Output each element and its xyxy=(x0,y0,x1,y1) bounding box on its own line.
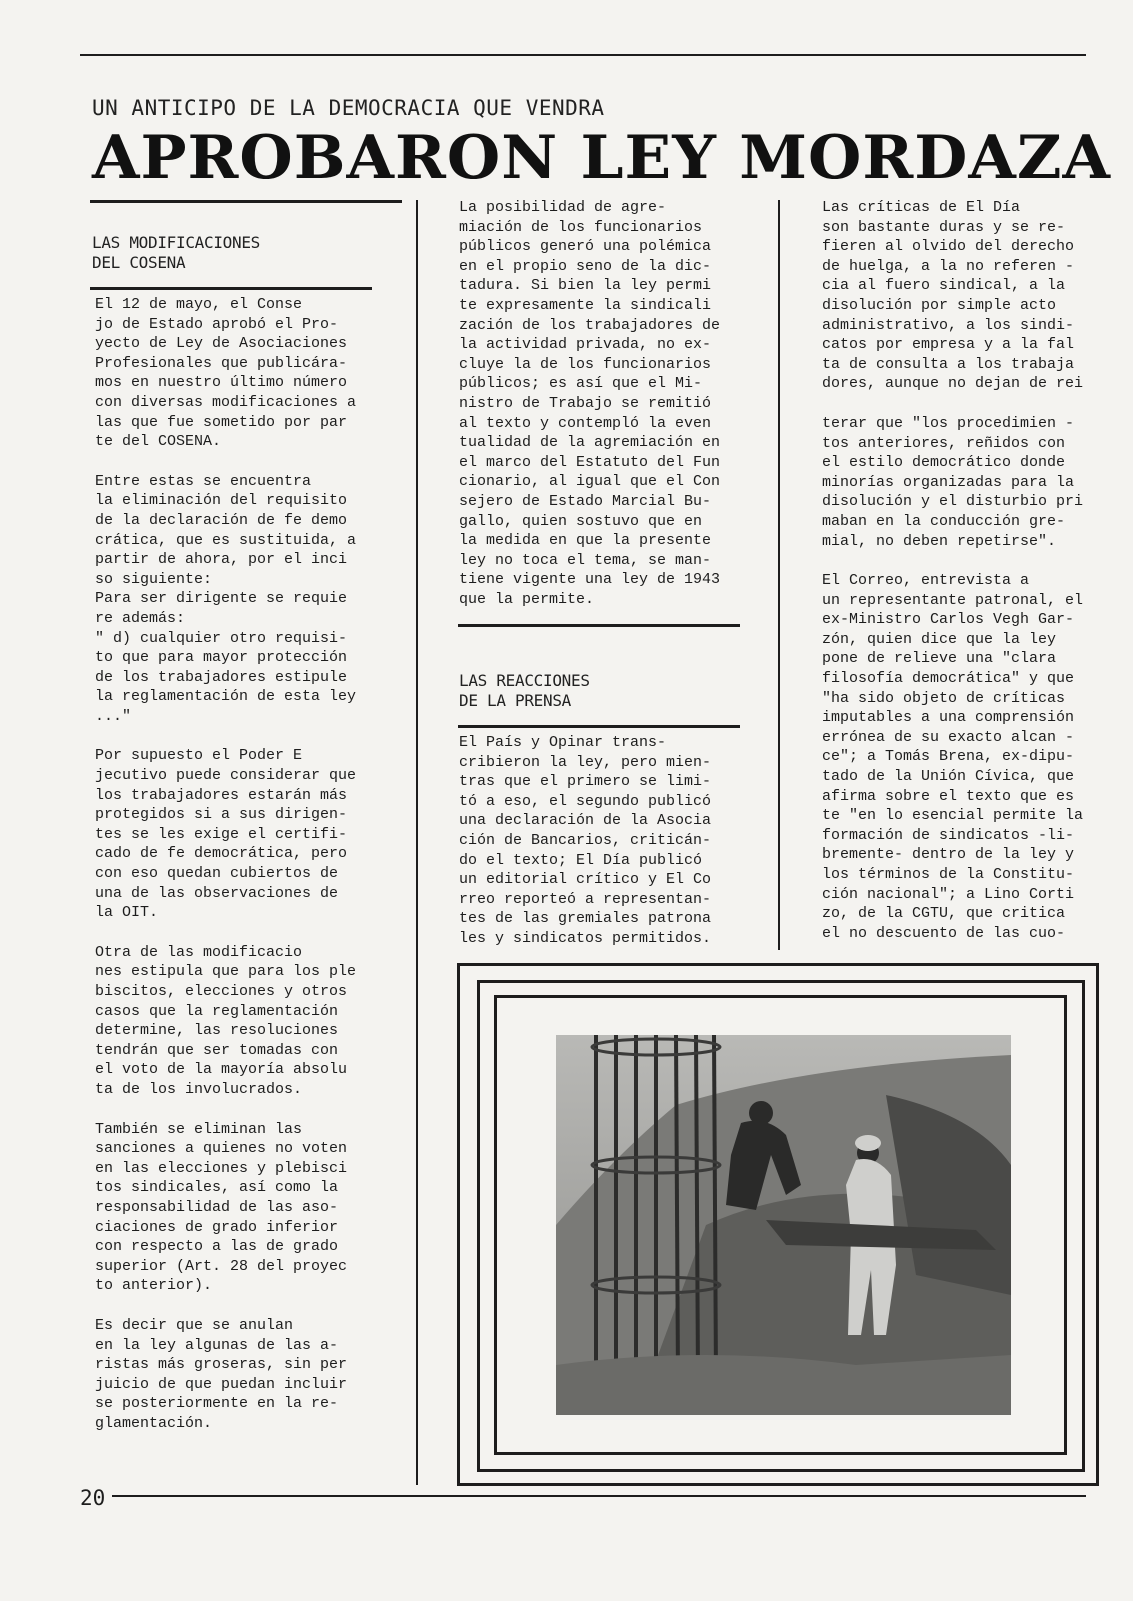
column-divider xyxy=(416,200,418,1485)
kicker: UN ANTICIPO DE LA DEMOCRACIA QUE VENDRA xyxy=(92,96,605,120)
column-2-top xyxy=(459,198,749,609)
bottom-rule xyxy=(112,1495,1086,1497)
paragraph: Las críticas de El Día son bastante duras y se re- fieren al olvido del derecho de huelga, a la no referen - cia al fuero sindical, a la disolución por simple acto administrativo, a los sindi- catos por empresa y a la fal ta de consulta a los trabaja dores, aunque no dejan de rei xyxy=(822,199,1084,393)
paragraph: El 12 de mayo, el Conse jo de Estado aprobó el Pro- yecto de Ley de Asociaciones Profesionales que publicára- mos en nuestro último número con diversas modificaciones a las que fue sometido por par te del COSENA. xyxy=(95,296,357,451)
paragraph: La posibilidad de agre- miación de los funcionarios públicos generó una polémica en el propio seno de la dic- tadura. Si bien la ley permi te expresamente la sindicali zación de los trabajadores de la actividad privada, no ex- cluye la de los funcionarios públicos; es así que el Mi- nistro de Trabajo se remitió al texto y contempló la even tualidad de la agremiación en el marco del Estatuto del Fun cionario, al igual que el Con sejero de Estado Marcial Bu- gallo, quien sostuvo que en la medida en que la presente ley no toca el tema, se man- tiene vigente una ley de 1943 que la permite. xyxy=(459,199,721,608)
top-rule xyxy=(80,54,1086,56)
column-1 xyxy=(95,295,380,1433)
section2-rule xyxy=(458,725,740,728)
section1-rule xyxy=(90,287,372,290)
column-2-bottom xyxy=(459,733,749,949)
column-2-rule xyxy=(458,624,740,627)
paragraph: Entre estas se encuentra la eliminación del requisito de la declaración de fe demo crática, que es sustituida, a partir de ahora, por el inci so siguiente: Para ser dirigente se requie re además: " d) cualquier otro requisi- to que para mayor protección de los trabajadores estipule la reglamentación de esta ley ..." xyxy=(95,472,357,725)
section-heading-reacciones: LAS REACCIONES DE LA PRENSA xyxy=(459,671,590,710)
column-3 xyxy=(822,198,1112,943)
paragraph: El País y Opinar trans- cribieron la ley, pero mien- tras que el primero se limi- tó a eso, el segundo publicó una declaración de la Asocia ción de Bancarios, criticán- do el texto; El Día publicó un editorial crítico y El Co rreo reporteó a representan- tes de las gremiales patrona les y sindicatos permitidos. xyxy=(459,734,712,947)
paragraph: Otra de las modificacio nes estipula que para los ple biscitos, elecciones y otros casos que la reglamentación determine, las resoluciones tendrán que ser tomadas con el voto de la mayoría absolu ta de los involucrados. xyxy=(95,943,357,1098)
headline-rule xyxy=(90,200,402,203)
paragraph: terar que "los procedimien - tos anteriores, reñidos con el estilo democrático donde minorías organizadas para la disolución y el disturbio pri maban en la conducción gre- mial, no deben repetirse". xyxy=(822,414,1084,550)
page-number: 20 xyxy=(80,1486,106,1510)
paragraph: Por supuesto el Poder E jecutivo puede considerar que los trabajadores estarán más protegidos si a sus dirigen- tes se les exige el certifi- cado de fe democrática, pero con eso quedan cubiertos de una de las observaciones de la OIT. xyxy=(95,747,357,922)
headline: APROBARON LEY MORDAZA xyxy=(92,123,1112,193)
paragraph: Es decir que se anulan en la ley algunas de las a- ristas más groseras, sin per juicio de que puedan incluir se posteriormente en la re- glamentación. xyxy=(95,1316,348,1432)
paragraph: El Correo, entrevista a un representante patronal, el ex-Ministro Carlos Vegh Gar- zón, quien dice que la ley pone de relieve una "clara filosofía democrática" y que "ha sido objeto de críticas imputables a una comprensión errónea de su exacto alcan - ce"; a Tomás Brena, ex-dipu- tado de la Unión Cívica, que afirma sobre el texto que es te "en lo esencial permite la formación de sindicatos -li- bremente- dentro de la ley y los términos de la Constitu- ción nacional"; a Lino Corti zo, de la CGTU, que critica el no descuento de las cuo- xyxy=(822,572,1084,942)
column-divider xyxy=(778,200,780,950)
photo-illustration xyxy=(556,1035,1011,1415)
construction-workers-photo xyxy=(556,1035,1011,1415)
paragraph: También se eliminan las sanciones a quienes no voten en las elecciones y plebisci tos sindicales, así como la responsabilidad de las aso- ciaciones de grado inferior con respecto a las de grado superior (Art. 28 del proyec to anterior). xyxy=(95,1120,348,1295)
section-heading-modificaciones: LAS MODIFICACIONES DEL COSENA xyxy=(92,233,260,272)
